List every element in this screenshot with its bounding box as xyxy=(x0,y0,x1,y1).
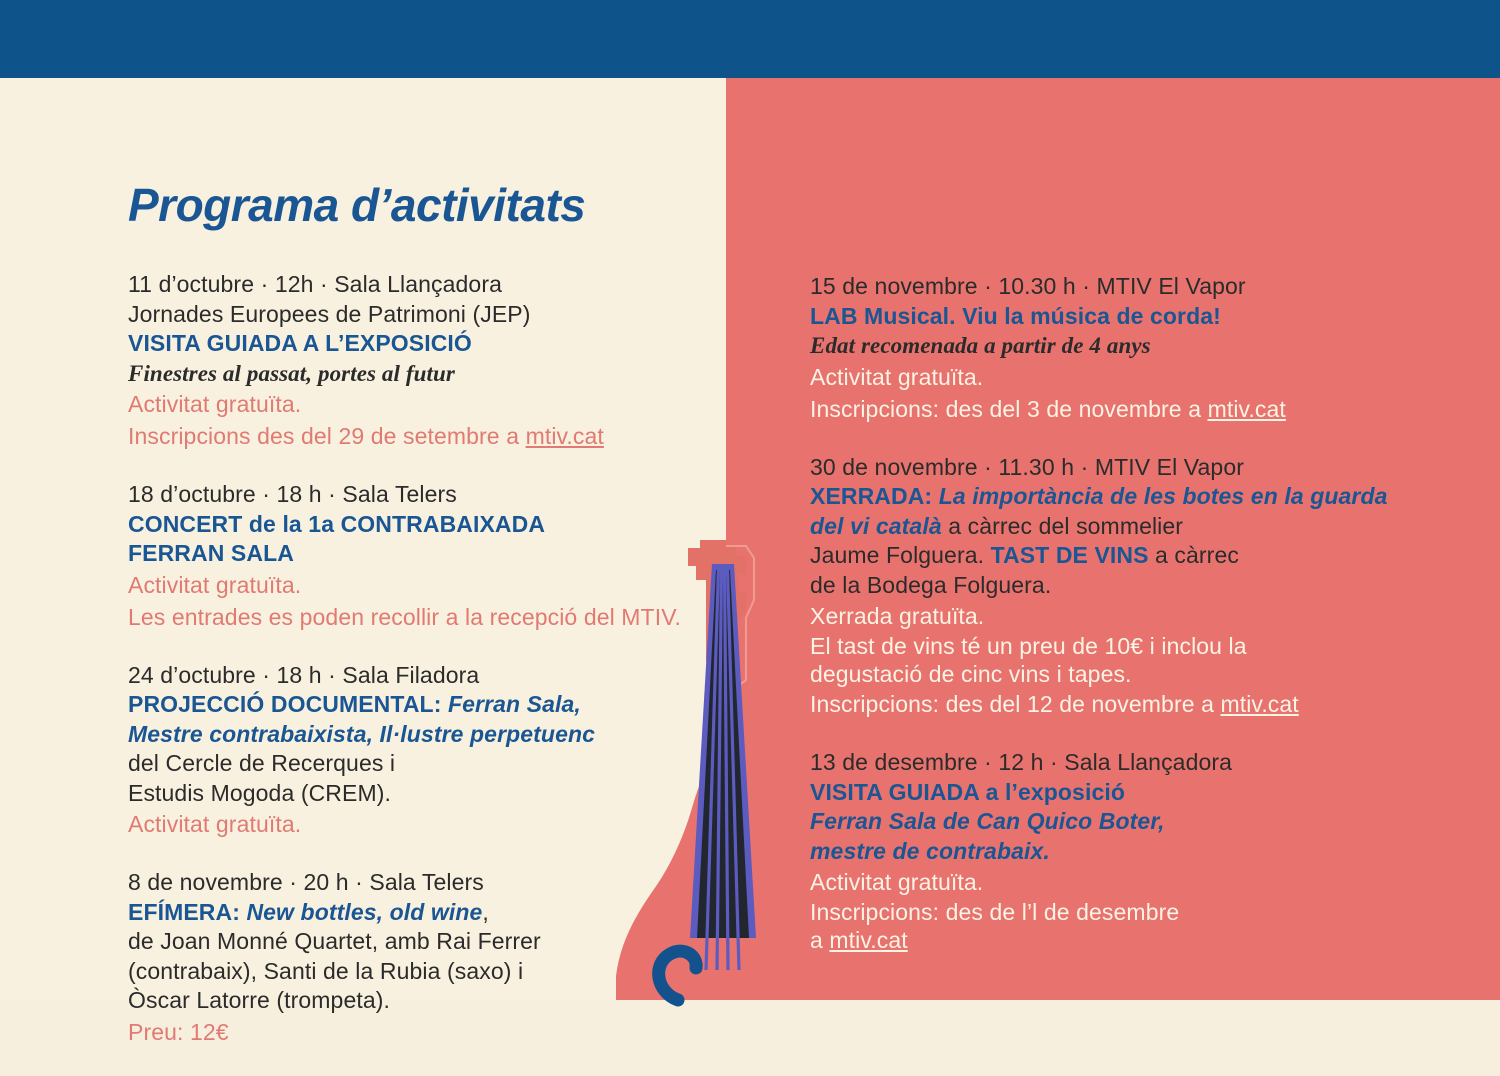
event-note: Activitat gratuïta. xyxy=(128,571,302,598)
event-body-part-c: a càrrec xyxy=(1148,542,1239,568)
event-heading: CONCERT de la 1a CONTRABAIXADA xyxy=(128,510,546,537)
event-heading-italic: Ferran Sala, xyxy=(441,691,581,717)
event-subtitle: Finestres al passat, portes al futur xyxy=(128,360,455,386)
event-heading-italic-2: del vi català xyxy=(810,512,942,539)
event-body-line1: del Cercle de Recerques i xyxy=(128,750,396,776)
event-price: Preu: 12€ xyxy=(128,1018,229,1045)
event-note-3: degustació de cinc vins i tapes. xyxy=(810,661,1132,687)
mtiv-link[interactable]: mtiv.cat xyxy=(1220,691,1299,717)
event-registration xyxy=(810,688,1430,720)
right-events-column xyxy=(810,272,1430,982)
event-heading-italic: New bottles, old wine xyxy=(239,898,483,925)
page-title: Programa d’activitats xyxy=(128,179,586,231)
event-registration xyxy=(128,420,688,452)
event-heading-plain-2: a càrrec del sommelier xyxy=(941,512,1184,539)
mtiv-link[interactable]: mtiv.cat xyxy=(829,927,908,953)
event-heading-bold: EFÍMERA: xyxy=(128,898,240,925)
event-note: Activitat gratuïta. xyxy=(810,869,984,895)
event-note-2: Les entrades es poden recollir a la recepció del MTIV. xyxy=(128,603,682,630)
event-registration-line2 xyxy=(810,926,1430,954)
registration-text: a xyxy=(810,927,830,953)
event-block-13-desembre xyxy=(810,748,1430,954)
event-heading-italic-3: mestre de contrabaix. xyxy=(810,837,1050,864)
event-heading-bold: VISITA GUIADA xyxy=(810,778,980,805)
registration-text: Inscripcions: des del 12 de novembre a xyxy=(810,691,1221,717)
event-note: Activitat gratuïta. xyxy=(810,363,984,390)
event-heading-italic-2: Ferran Sala de Can Quico Boter, xyxy=(810,808,1165,834)
event-heading-italic-2: Mestre contrabaixista, Il·lustre perpetuenc xyxy=(128,720,595,747)
event-heading-line2 xyxy=(128,720,688,750)
event-registration-line1: Inscripcions: des de l’l de desembre xyxy=(810,899,1180,925)
event-heading: VISITA GUIADA A L’EXPOSICIÓ xyxy=(128,330,472,356)
top-navy-bar xyxy=(0,0,1500,78)
event-heading-tail: , xyxy=(482,898,489,925)
event-heading-italic: La importància de les botes en la guarda xyxy=(932,483,1388,509)
event-heading-bold: PROJECCIÓ DOCUMENTAL: xyxy=(128,691,442,717)
event-body-line3: Òscar Latorre (trompeta). xyxy=(128,987,390,1013)
event-body-line1: de Joan Monné Quartet, amb Rai Ferrer xyxy=(128,928,541,954)
left-events-column xyxy=(128,270,688,1076)
registration-text: Inscripcions: des del 3 de novembre a xyxy=(810,395,1208,422)
event-heading-line2 xyxy=(810,807,1430,837)
event-block-15-novembre xyxy=(810,272,1430,425)
event-heading-bold: XERRADA: xyxy=(810,483,933,509)
mtiv-link[interactable]: mtiv.cat xyxy=(525,423,604,449)
event-note: Activitat gratuïta. xyxy=(128,811,302,837)
event-meta: 18 d’octubre · 18 h · Sala Telers xyxy=(128,481,457,507)
event-body-part-a: Jaume Folguera. xyxy=(810,542,991,568)
event-meta: 8 de novembre · 20 h · Sala Telers xyxy=(128,869,484,895)
event-note: Xerrada gratuïta. xyxy=(810,603,985,629)
event-note-2: El tast de vins té un preu de 10€ i inclou la xyxy=(810,633,1247,659)
event-subheading: Jornades Europees de Patrimoni (JEP) xyxy=(128,300,531,327)
event-heading xyxy=(810,482,1430,512)
event-subtitle: Edat recomenada a partir de 4 anys xyxy=(810,333,1151,358)
event-block-24-octubre xyxy=(128,661,688,841)
event-meta: 15 de novembre · 10.30 h · MTIV El Vapor xyxy=(810,273,1246,299)
event-body-line2: (contrabaix), Santi de la Rubia (saxo) i xyxy=(128,957,524,984)
event-heading-plain: a l’exposició xyxy=(979,778,1125,805)
event-heading-line2 xyxy=(810,512,1430,542)
event-block-30-novembre xyxy=(810,453,1430,721)
event-body-mixed xyxy=(810,541,1430,571)
event-heading: LAB Musical. Viu la música de corda! xyxy=(810,302,1221,329)
event-heading xyxy=(810,778,1430,808)
event-meta: 24 d’octubre · 18 h · Sala Filadora xyxy=(128,661,480,688)
event-meta: 30 de novembre · 11.30 h · MTIV El Vapor xyxy=(810,453,1244,480)
event-registration xyxy=(810,393,1430,425)
event-block-18-octubre xyxy=(128,480,688,633)
event-heading xyxy=(128,690,688,720)
event-heading-line2: FERRAN SALA xyxy=(128,540,294,566)
event-body-highlight: TAST DE VINS xyxy=(990,542,1149,568)
event-heading xyxy=(128,898,688,928)
event-heading-line3 xyxy=(810,837,1430,867)
mtiv-link[interactable]: mtiv.cat xyxy=(1207,395,1286,422)
event-block-8-novembre xyxy=(128,868,688,1048)
event-body-line2: Estudis Mogoda (CREM). xyxy=(128,779,391,806)
event-note: Activitat gratuïta. xyxy=(128,391,302,417)
event-block-11-octubre xyxy=(128,270,688,452)
event-meta: 13 de desembre · 12 h · Sala Llançadora xyxy=(810,749,1232,775)
event-body-line1: de la Bodega Folguera. xyxy=(810,571,1052,598)
event-meta: 11 d’octubre · 12h · Sala Llançadora xyxy=(128,271,502,297)
registration-text: Inscripcions des del 29 de setembre a xyxy=(128,423,526,449)
